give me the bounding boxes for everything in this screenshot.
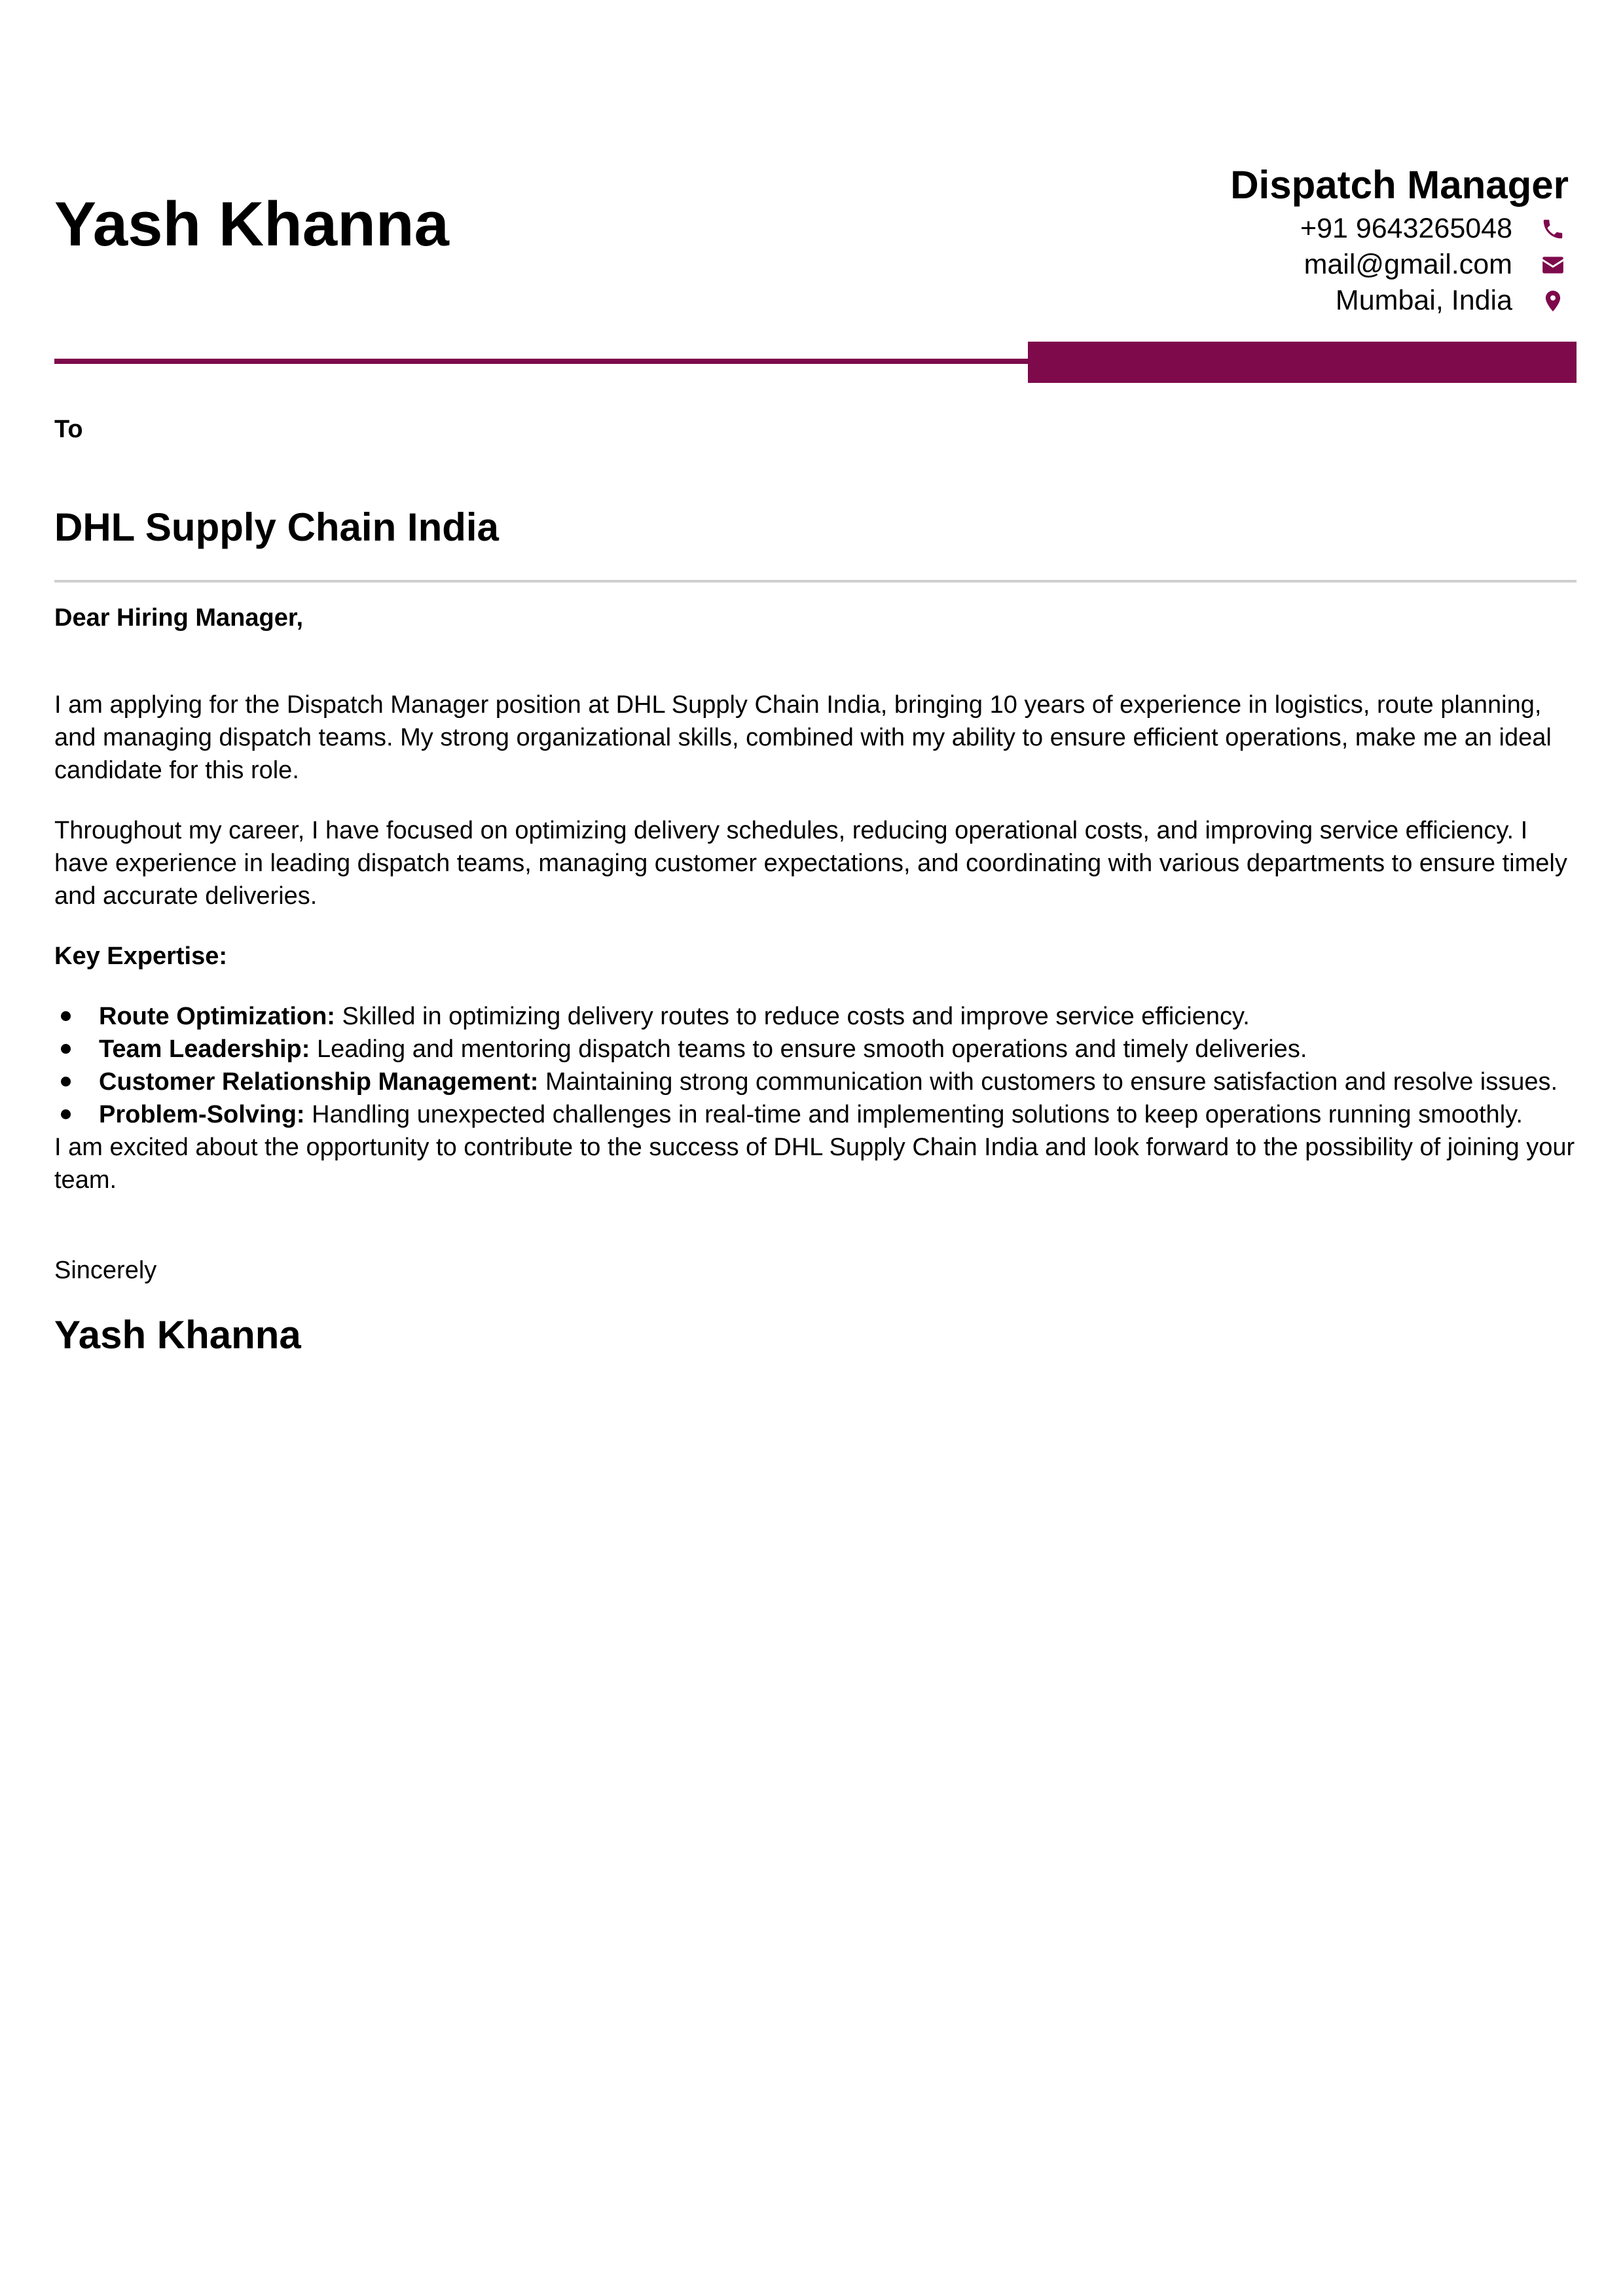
expertise-text: Maintaining strong communication with customers to ensure satisfaction and resolve issues.: [538, 1068, 1558, 1096]
expertise-text: Skilled in optimizing delivery routes to reduce costs and improve service efficiency.: [335, 1003, 1250, 1030]
location-text: Mumbai, India: [1335, 285, 1512, 316]
body-paragraph-2: Throughout my career, I have focused on optimizing delivery schedules, reducing operational costs, and improving service efficiency. I have experience in leading dispatch teams, managing customer expectations, and coordinating with various departments to ensure timely and accurate deliveries.: [54, 817, 1567, 910]
closing-paragraph: I am excited about the opportunity to contribute to the success of DHL Supply Chain India and look forward to the possibility of joining your team.: [54, 1134, 1575, 1194]
job-title: Dispatch Manager: [1230, 163, 1569, 207]
header-rule-accent-bar: [1028, 342, 1577, 383]
map-marker-icon: [1539, 287, 1567, 315]
expertise-label: Team Leadership:: [99, 1035, 310, 1063]
letter-body: [54, 689, 1580, 1196]
phone-text: +91 9643265048: [1300, 213, 1512, 244]
recipient-company: DHL Supply Chain India: [54, 505, 499, 549]
salutation: Dear Hiring Manager,: [54, 604, 304, 632]
expertise-heading: Key Expertise:: [54, 942, 228, 970]
expertise-item: [54, 1066, 1580, 1098]
body-paragraph-1: I am applying for the Dispatch Manager position at DHL Supply Chain India, bringing 10 years of experience in logistics, route planning, and managing dispatch teams. My strong organizational skills, combined with my ability to ensure efficient operations, make me an ideal candidate for this role.: [54, 691, 1552, 784]
signature-name: Yash Khanna: [54, 1313, 301, 1357]
expertise-list: [54, 1000, 1580, 1131]
contact-email: [979, 247, 1569, 283]
contact-phone: [979, 211, 1569, 247]
expertise-item: [54, 1033, 1580, 1066]
expertise-label: Customer Relationship Management:: [99, 1068, 539, 1096]
expertise-label: Problem-Solving:: [99, 1101, 305, 1128]
expertise-item: [54, 1000, 1580, 1033]
header-rule-thin: [54, 359, 1030, 364]
expertise-item: [54, 1098, 1580, 1131]
envelope-icon: [1539, 251, 1567, 279]
email-text: mail@gmail.com: [1304, 249, 1512, 280]
section-divider: [54, 580, 1577, 583]
expertise-text: Handling unexpected challenges in real-time and implementing solutions to keep operations running smoothly.: [304, 1101, 1523, 1128]
contact-location: [979, 283, 1569, 319]
expertise-label: Route Optimization:: [99, 1003, 335, 1030]
header-contact-block: [979, 160, 1569, 319]
closing-word: Sincerely: [54, 1257, 157, 1284]
to-label: To: [54, 416, 83, 443]
phone-icon: [1539, 215, 1567, 243]
expertise-text: Leading and mentoring dispatch teams to ensure smooth operations and timely deliveries.: [310, 1035, 1307, 1063]
applicant-name: Yash Khanna: [54, 189, 449, 259]
